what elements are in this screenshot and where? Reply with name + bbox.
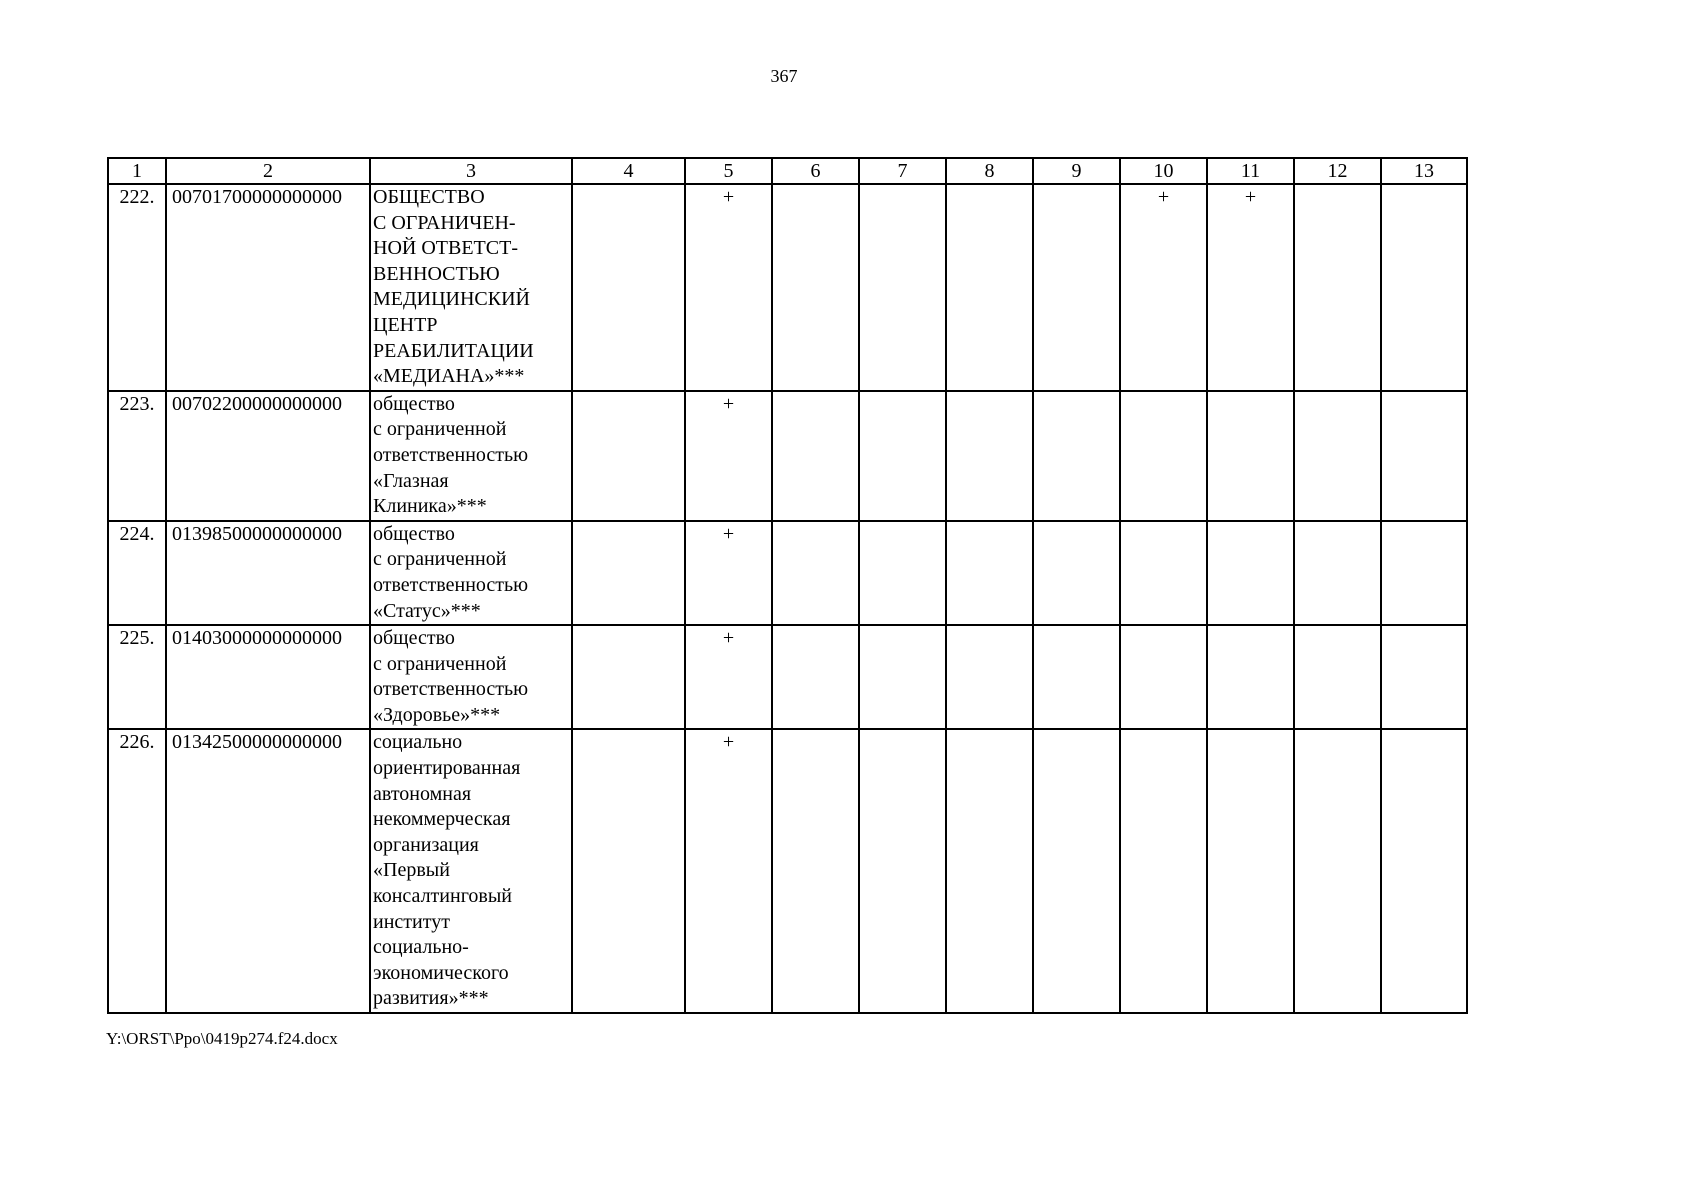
cell-c10 [1120, 521, 1207, 625]
organization-name-line: с ограниченной [373, 548, 507, 571]
cell-c12 [1294, 521, 1381, 625]
column-header: 5 [685, 158, 772, 184]
registry-table [107, 157, 1468, 1014]
page-number: 367 [770, 66, 798, 86]
table-row [108, 391, 1467, 521]
cell-c6 [772, 521, 859, 625]
cell-c9 [1033, 729, 1120, 1013]
table-row [108, 521, 1467, 625]
table-row [108, 729, 1467, 1013]
cell-c9 [1033, 521, 1120, 625]
cell-c4 [572, 625, 685, 729]
column-header: 3 [370, 158, 572, 184]
cell-c9 [1033, 184, 1120, 391]
column-header: 6 [772, 158, 859, 184]
organization-code: 01342500000000000 [166, 729, 370, 1013]
organization-name [370, 625, 572, 729]
cell-c11 [1207, 625, 1294, 729]
organization-name-line: экономического [373, 961, 509, 984]
cell-c5: + [685, 625, 772, 729]
cell-c4 [572, 729, 685, 1013]
organization-name-line: консалтинговый [373, 885, 512, 908]
organization-name-line: с ограниченной [373, 652, 507, 675]
cell-c13 [1381, 729, 1467, 1013]
cell-c10 [1120, 391, 1207, 521]
cell-c8 [946, 391, 1033, 521]
organization-name-line: ОБЩЕСТВО [373, 186, 485, 208]
cell-c7 [859, 625, 946, 729]
organization-name-line: автономная [373, 782, 472, 805]
column-header: 11 [1207, 158, 1294, 184]
cell-c5: + [685, 729, 772, 1013]
column-header: 13 [1381, 158, 1467, 184]
cell-c9 [1033, 391, 1120, 521]
column-header: 7 [859, 158, 946, 184]
cell-c5: + [685, 184, 772, 391]
cell-c10 [1120, 729, 1207, 1013]
organization-name-line: ориентированная [373, 757, 521, 780]
organization-name-line: организация [373, 833, 479, 856]
cell-c6 [772, 184, 859, 391]
footer-file-path: Y:\ORST\Ppo\0419p274.f24.docx [106, 1029, 338, 1048]
column-header: 12 [1294, 158, 1381, 184]
cell-c12 [1294, 184, 1381, 391]
header-row [108, 158, 1467, 184]
organization-name [370, 184, 572, 391]
organization-name-line: ЦЕНТР [373, 313, 438, 336]
organization-name-line: общество [373, 392, 455, 415]
organization-name [370, 391, 572, 521]
organization-code: 01403000000000000 [166, 625, 370, 729]
organization-name-line: институт [373, 910, 450, 933]
cell-c8 [946, 729, 1033, 1013]
cell-c13 [1381, 625, 1467, 729]
cell-c11 [1207, 729, 1294, 1013]
cell-c4 [572, 184, 685, 391]
organization-code: 00702200000000000 [166, 391, 370, 521]
cell-c7 [859, 521, 946, 625]
organization-code: 00701700000000000 [166, 184, 370, 391]
organization-name-line: «Здоровье»*** [373, 703, 501, 726]
cell-c5: + [685, 521, 772, 625]
cell-c13 [1381, 391, 1467, 521]
cell-c5: + [685, 391, 772, 521]
organization-name-line: социально- [373, 936, 469, 959]
organization-code: 01398500000000000 [166, 521, 370, 625]
cell-c8 [946, 184, 1033, 391]
organization-name-line: Клиника»*** [373, 495, 487, 518]
cell-c13 [1381, 521, 1467, 625]
cell-c8 [946, 625, 1033, 729]
organization-name [370, 521, 572, 625]
organization-name-line: «МЕДИАНА»*** [373, 365, 525, 388]
organization-name-line: С ОГРАНИЧЕН- [373, 211, 516, 234]
cell-c9 [1033, 625, 1120, 729]
cell-c12 [1294, 391, 1381, 521]
cell-c13 [1381, 184, 1467, 391]
table-body [108, 184, 1467, 1013]
organization-name-line: «Статус»*** [373, 599, 481, 622]
organization-name-line: ответственностью [373, 443, 529, 466]
organization-name-line: «Первый [373, 859, 450, 882]
cell-c11 [1207, 391, 1294, 521]
organization-name-line: ответственностью [373, 678, 529, 701]
cell-c11 [1207, 521, 1294, 625]
cell-c10 [1120, 625, 1207, 729]
cell-c6 [772, 625, 859, 729]
cell-c7 [859, 391, 946, 521]
row-number: 222. [108, 184, 166, 391]
table-row [108, 184, 1467, 391]
cell-c10: + [1120, 184, 1207, 391]
column-header: 2 [166, 158, 370, 184]
organization-name-line: с ограниченной [373, 418, 507, 441]
cell-c4 [572, 391, 685, 521]
organization-name-line: МЕДИЦИНСКИЙ [373, 288, 530, 311]
organization-name-line: ВЕННОСТЬЮ [373, 262, 500, 285]
cell-c7 [859, 184, 946, 391]
cell-c4 [572, 521, 685, 625]
column-header: 4 [572, 158, 685, 184]
column-header: 9 [1033, 158, 1120, 184]
cell-c6 [772, 729, 859, 1013]
row-number: 225. [108, 625, 166, 729]
organization-name-line: общество [373, 627, 455, 650]
organization-name-line: социально [373, 731, 463, 754]
row-number: 223. [108, 391, 166, 521]
column-header: 1 [108, 158, 166, 184]
cell-c8 [946, 521, 1033, 625]
organization-name-line: «Глазная [373, 469, 449, 492]
cell-c12 [1294, 729, 1381, 1013]
column-header: 10 [1120, 158, 1207, 184]
column-header: 8 [946, 158, 1033, 184]
organization-name-line: РЕАБИЛИТАЦИИ [373, 339, 534, 362]
cell-c6 [772, 391, 859, 521]
cell-c11: + [1207, 184, 1294, 391]
cell-c7 [859, 729, 946, 1013]
row-number: 224. [108, 521, 166, 625]
organization-name-line: ответственностью [373, 573, 529, 596]
organization-name-line: НОЙ ОТВЕТСТ- [373, 237, 518, 260]
organization-name-line: общество [373, 522, 455, 545]
cell-c12 [1294, 625, 1381, 729]
organization-name-line: некоммерческая [373, 808, 511, 831]
organization-name [370, 729, 572, 1013]
organization-name-line: развития»*** [373, 987, 489, 1010]
row-number: 226. [108, 729, 166, 1013]
table-row [108, 625, 1467, 729]
